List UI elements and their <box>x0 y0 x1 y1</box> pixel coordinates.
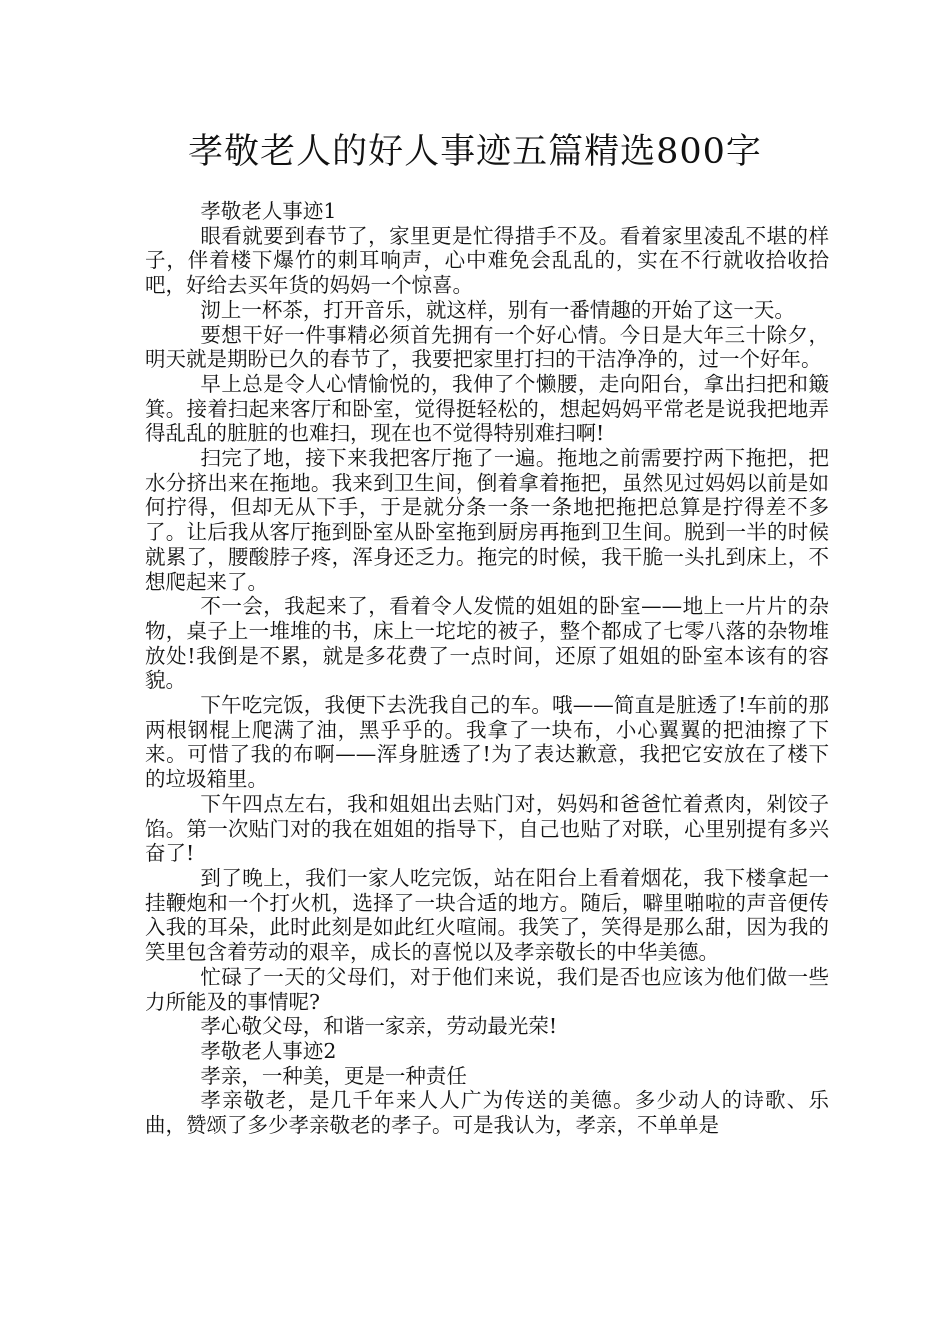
paragraph: 不一会，我起来了，看着令人发慌的姐姐的卧室——地上一片片的杂物，桌子上一堆堆的书，床上一坨坨的被子，整个都成了七零八落的杂物堆放处!我倒是不累，就是多花费了一点时间，还原了姐姐的卧室本该有的容貌。 <box>145 594 829 693</box>
paragraph: 孝亲，一种美，更是一种责任 <box>200 1063 467 1088</box>
paragraph: 早上总是令人心情愉悦的，我伸了个懒腰，走向阳台，拿出扫把和簸箕。接着扫起来客厅和卧室，觉得挺轻松的，想起妈妈平常老是说我把地弄得乱乱的脏脏的也难扫，现在也不觉得特别难扫啊! <box>145 371 829 446</box>
document-title: 孝敬老人的好人事迹五篇精选800字 <box>188 132 762 172</box>
document-body <box>145 199 829 1138</box>
paragraph: 孝心敬父母，和谐一家亲，劳动最光荣! <box>200 1014 558 1039</box>
paragraph: 扫完了地，接下来我把客厅拖了一遍。拖地之前需要拧两下拖把，把水分挤出来在拖地。我来到卫生间，倒着拿着拖把，虽然见过妈妈以前是如何拧得，但却无从下手，于是就分条一条一条地把拖把总算是拧得差不多了。让后我从客厅拖到卧室从卧室拖到厨房再拖到卫生间。脱到一半的时候就累了，腰酸脖子疼，浑身还乏力。拖完的时候，我干脆一头扎到床上，不想爬起来了。 <box>145 446 829 594</box>
paragraph: 孝亲敬老，是几千年来人人广为传送的美德。多少动人的诗歌、乐曲，赞颂了多少孝亲敬老的孝子。可是我认为，孝亲，不单单是 <box>145 1088 829 1138</box>
paragraph: 眼看就要到春节了，家里更是忙得措手不及。看着家里凌乱不堪的样子，伴着楼下爆竹的刺耳响声，心中难免会乱乱的，实在不行就收拾收拾吧，好给去买年货的妈妈一个惊喜。 <box>145 223 829 298</box>
paragraph: 下午吃完饭，我便下去洗我自己的车。哦——简直是脏透了!车前的那两根钢棍上爬满了油，黑乎乎的。我拿了一块布，小心翼翼的把油擦了下来。可惜了我的布啊——浑身脏透了!为了表达歉意，我把它安放在了楼下的垃圾箱里。 <box>145 693 829 792</box>
paragraph: 沏上一杯茶，打开音乐，就这样，别有一番情趣的开始了这一天。 <box>200 297 795 322</box>
paragraph: 忙碌了一天的父母们，对于他们来说，我们是否也应该为他们做一些力所能及的事情呢? <box>145 964 829 1014</box>
paragraph: 要想干好一件事精必须首先拥有一个好心情。今日是大年三十除夕，明天就是期盼已久的春节了，我要把家里打扫的干洁净净的，过一个好年。 <box>145 322 829 372</box>
paragraph: 下午四点左右，我和姐姐出去贴门对，妈妈和爸爸忙着煮肉，剁饺子馅。第一次贴门对的我在姐姐的指导下，自己也贴了对联，心里别提有多兴奋了! <box>145 791 829 866</box>
section-heading: 孝敬老人事迹2 <box>200 1038 337 1063</box>
paragraph: 到了晚上，我们一家人吃完饭，站在阳台上看着烟花，我下楼拿起一挂鞭炮和一个打火机，选择了一块合适的地方。随后，噼里啪啦的声音便传入我的耳朵，此时此刻是如此红火喧闹。我笑了，笑得是那么甜，因为我的笑里包含着劳动的艰辛，成长的喜悦以及孝亲敬长的中华美德。 <box>145 865 829 965</box>
section-heading: 孝敬老人事迹1 <box>200 199 337 223</box>
